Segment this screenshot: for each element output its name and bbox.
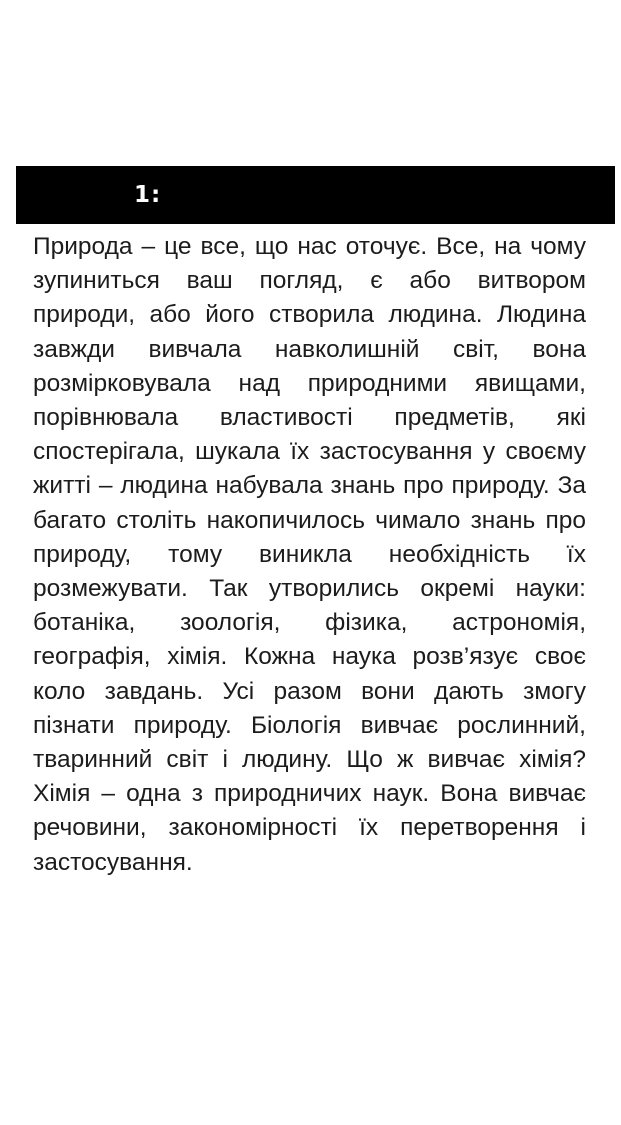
header-label: 1: (134, 182, 162, 208)
header-bar (16, 166, 615, 224)
body-paragraph: Природа – це все, що нас оточує. Все, на чому зупиниться ваш погляд, є або витвором природи, або його створила людина. Людина завжди вивчала навколишній світ, вона розмірковувала над природними явищами, порівнювала властивості предметів, які спостерігала, шукала їх застосування у своєму житті – людина набувала знань про природу. За багато століть накопичилось чимало знань про природу, тому виникла необхідність їх розмежувати. Так утворились окремі науки: ботаніка, зоологія, фізика, астрономія, географія, хімія. Кожна наука розв’язує своє коло завдань. Усі разом вони дають змогу пізнати природу. Біологія вивчає рослинний, тваринний світ і людину. Що ж вивчає хімія? Хімія – одна з природничих наук. Вона вивчає речовини, закономірності їх перетворення і застосування. (33, 233, 586, 876)
